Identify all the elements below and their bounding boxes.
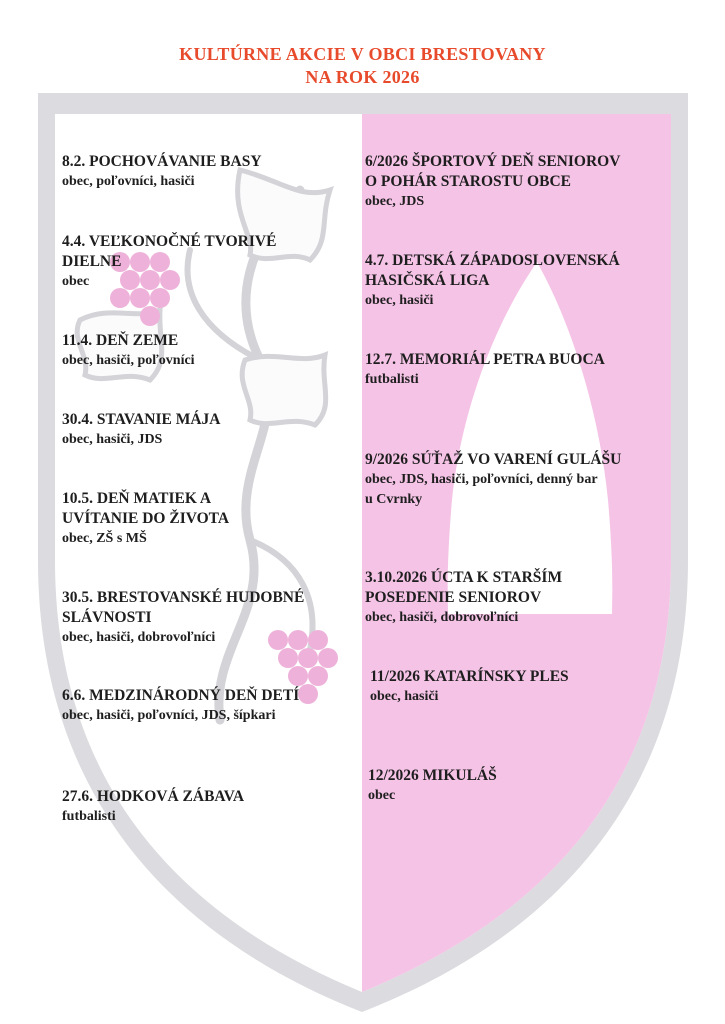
event-item: [365, 152, 620, 212]
event-organizers: obec, hasiči: [365, 293, 434, 308]
event-title: 6/2026 ŠPORTOVÝ DEŇ SENIOROV O POHÁR STAROSTU OBCE: [365, 153, 621, 190]
event-organizers: obec, hasiči, poľovníci, JDS, šípkari: [62, 708, 276, 723]
event-title: 6.6. MEDZINÁRODNÝ DEŇ DETÍ: [62, 687, 300, 704]
event-organizers: obec, hasiči, dobrovoľníci: [62, 630, 216, 645]
event-title: 30.5. BRESTOVANSKÉ HUDOBNÉ SLÁVNOSTI: [62, 589, 305, 626]
event-item: [62, 152, 262, 192]
event-title: 30.4. STAVANIE MÁJA: [62, 411, 221, 428]
event-organizers: futbalisti: [365, 372, 419, 387]
event-title: 12.7. MEMORIÁL PETRA BUOCA: [365, 351, 605, 368]
event-item: [368, 766, 497, 806]
event-title: 12/2026 MIKULÁŠ: [368, 767, 497, 784]
event-item: [365, 350, 605, 390]
event-title: 4.7. DETSKÁ ZÁPADOSLOVENSKÁ HASIČSKÁ LIGA: [365, 252, 620, 289]
event-item: [370, 667, 569, 707]
event-item: [62, 232, 276, 292]
event-title: 4.4. VEĽKONOČNÉ TVORIVÉ DIELNE: [62, 233, 277, 270]
page-title: KULTÚRNE AKCIE V OBCI BRESTOVANY: [179, 44, 546, 64]
page-subtitle: NA ROK 2026: [305, 67, 420, 87]
event-title: 11/2026 KATARÍNSKY PLES: [370, 668, 569, 685]
event-organizers: obec: [62, 274, 90, 289]
event-organizers: obec, JDS: [365, 194, 425, 209]
event-item: [62, 331, 195, 371]
event-item: [62, 588, 304, 648]
event-item: [62, 410, 220, 450]
event-item: [365, 568, 562, 628]
event-title: 9/2026 SÚŤAŽ VO VARENÍ GULÁŠU: [365, 451, 622, 468]
event-item: [62, 489, 229, 549]
event-item: [62, 686, 299, 726]
event-title: 10.5. DEŇ MATIEK A UVÍTANIE DO ŽIVOTA: [62, 490, 230, 527]
event-organizers: obec, hasiči: [370, 689, 439, 704]
event-title: 8.2. POCHOVÁVANIE BASY: [62, 153, 262, 170]
event-organizers: obec, hasiči, JDS: [62, 432, 163, 447]
event-organizers: obec, hasiči, dobrovoľníci: [365, 610, 519, 625]
event-organizers: obec, ZŠ s MŠ: [62, 531, 147, 546]
event-item: [365, 450, 621, 510]
event-organizers: obec: [368, 788, 396, 803]
event-organizers: futbalisti: [62, 809, 116, 824]
event-title: 11.4. DEŇ ZEME: [62, 332, 179, 349]
event-organizers: obec, hasiči, poľovníci: [62, 353, 195, 368]
event-organizers: obec, poľovníci, hasiči: [62, 174, 195, 189]
event-item: [365, 251, 620, 311]
event-title: 27.6. HODKOVÁ ZÁBAVA: [62, 788, 245, 805]
event-organizers: obec, JDS, hasiči, poľovníci, denný bar u Cvrnky: [365, 472, 598, 507]
event-title: 3.10.2026 ÚCTA K STARŠÍM POSEDENIE SENIOROV: [365, 569, 563, 606]
event-item: [62, 787, 244, 827]
